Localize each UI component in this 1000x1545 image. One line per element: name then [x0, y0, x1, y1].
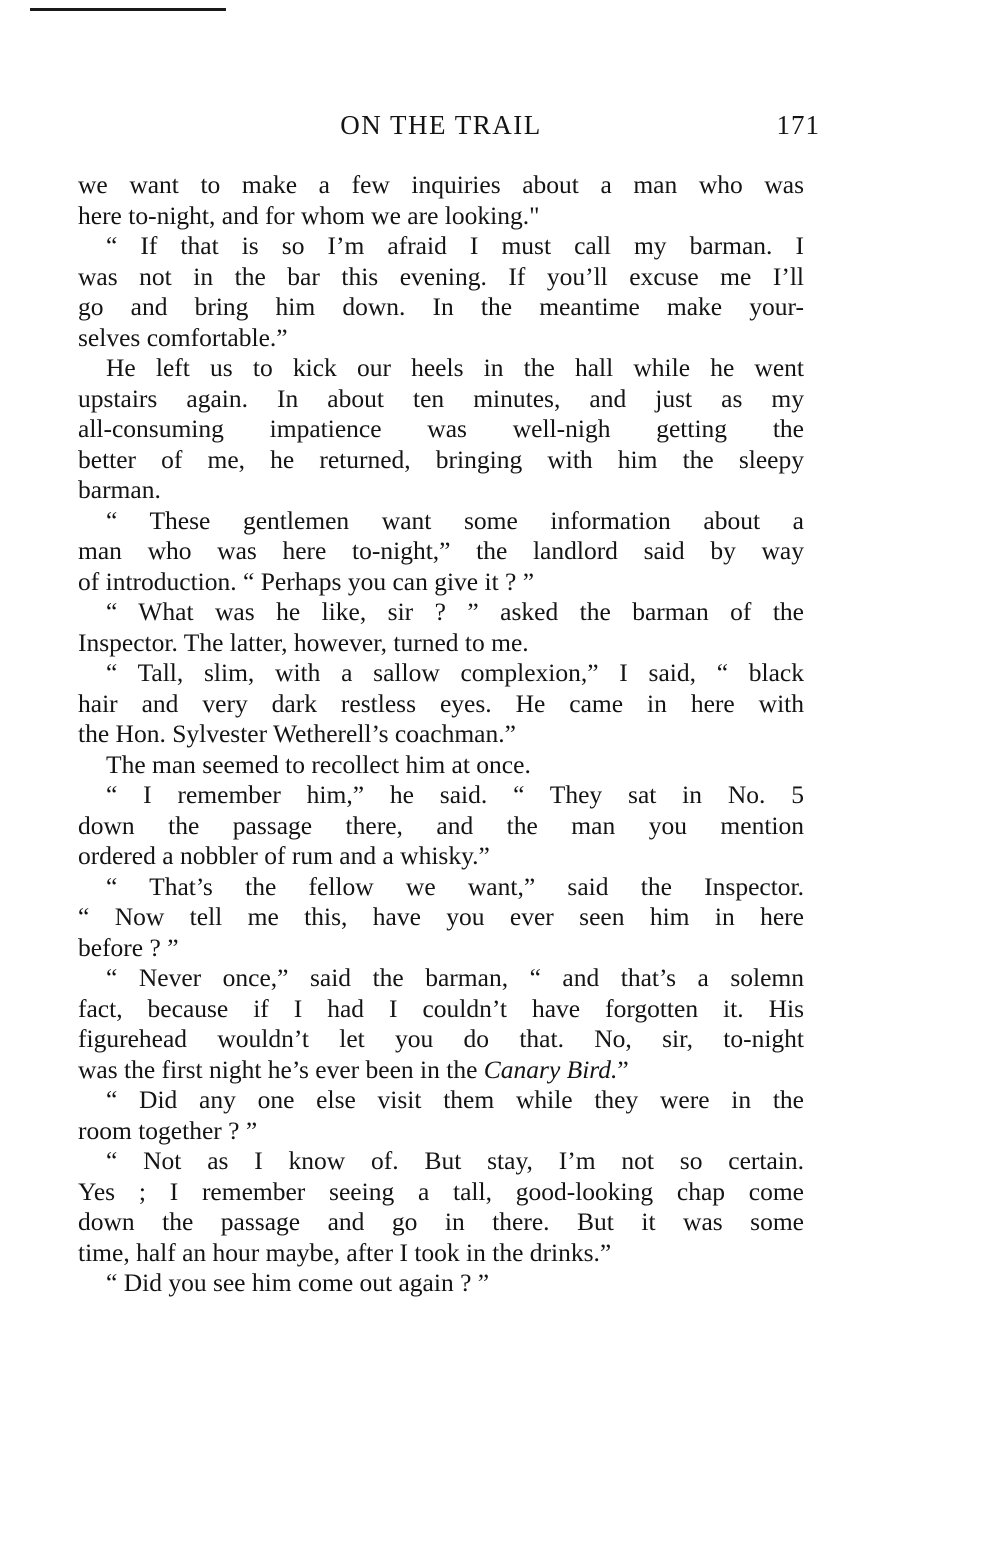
text-line-content: we want to make a few inquiries about a man who was [78, 170, 804, 199]
text-line-content: man who was here to-night,” the landlord said by way [78, 536, 804, 565]
text-line [78, 1207, 804, 1238]
text-line [78, 841, 804, 872]
text-line [78, 1024, 804, 1055]
text-line-content: the Hon. Sylvester Wetherell’s coachman.” [78, 719, 516, 748]
text-line [78, 963, 804, 994]
text-line [78, 445, 804, 476]
text-line-content: “ These gentlemen want some information about a [106, 505, 804, 535]
text-line-content: hair and very dark restless eyes. He came in here with [78, 688, 804, 718]
text-line [78, 170, 804, 201]
text-line [78, 1055, 804, 1086]
text-line [78, 567, 804, 598]
text-line [78, 1238, 804, 1269]
text-line [78, 201, 804, 232]
text-line-content: barman. [78, 475, 161, 504]
text-line-content: figurehead wouldn’t let you do that. No, sir, to-night [78, 1024, 804, 1053]
text-line [78, 719, 804, 750]
text-line-content: “ Did you see him come out again ? ” [106, 1268, 490, 1297]
text-line-content: “ What was he like, sir ? ” asked the barman of the [106, 597, 804, 626]
text-line-content: down the passage and go in there. But it was some [78, 1207, 804, 1236]
text-line [78, 597, 804, 628]
text-line [78, 231, 804, 262]
text-line [78, 414, 804, 445]
text-line-content: room together ? ” [78, 1115, 258, 1145]
running-head [78, 108, 820, 142]
text-line [78, 1146, 804, 1177]
text-line [78, 384, 804, 415]
text-line-content: here to-night, and for whom we are looking." [78, 200, 540, 230]
text-line-content: fact, because if I had I couldn’t have forgotten it. His [78, 993, 804, 1023]
text-line [78, 1116, 804, 1147]
text-line [78, 994, 804, 1025]
text-line-content: was the first night he’s ever been in the [78, 1054, 484, 1084]
text-line [78, 780, 804, 811]
text-line-content: “ Never once,” said the barman, “ and that’s a solemn [106, 963, 804, 992]
text-line-content: “ I remember him,” he said. “ They sat in No. 5 [106, 780, 804, 809]
page-number: 171 [776, 110, 820, 140]
text-line-content: down the passage there, and the man you mention [78, 810, 804, 840]
running-title: ON THE TRAIL [340, 110, 542, 140]
text-line-content: “ If that is so I’m afraid I must call my barman. I [106, 231, 804, 260]
text-line [78, 536, 804, 567]
text-line [78, 689, 804, 720]
text-line [78, 750, 804, 781]
text-line-content: He left us to kick our heels in the hall while he went [106, 353, 804, 382]
body-text [78, 170, 804, 1299]
text-line-content: selves comfortable.” [78, 322, 288, 352]
text-line-content: all-consuming impatience was well-nigh getting the [78, 414, 804, 443]
text-line-content: time, half an hour maybe, after I took in the drinks.” [78, 1237, 612, 1267]
text-line-content: “ That’s the fellow we want,” said the Inspector. [106, 871, 804, 901]
text-line [78, 1085, 804, 1116]
text-line-content: go and bring him down. In the meantime make your- [78, 292, 804, 321]
text-line [78, 323, 804, 354]
text-line-content: upstairs again. In about ten minutes, and just as my [78, 383, 804, 413]
text-line [78, 872, 804, 903]
text-line [78, 902, 804, 933]
text-line [78, 262, 804, 293]
text-line [78, 292, 804, 323]
text-line [78, 1177, 804, 1208]
text-line-content: “ Tall, slim, with a sallow complexion,” I said, “ black [106, 658, 804, 687]
text-line [78, 811, 804, 842]
text-line-content: better of me, he returned, bringing with him the sleepy [78, 444, 804, 474]
text-line [78, 475, 804, 506]
text-line-content: “ Did any one else visit them while they were in the [106, 1085, 804, 1114]
text-line-content: before ? ” [78, 932, 179, 962]
text-line-content: ordered a nobbler of rum and a whisky.” [78, 841, 490, 870]
text-line-content: Inspector. The latter, however, turned to me. [78, 627, 529, 657]
text-line-content: Yes ; I remember seeing a tall, good-looking chap come [78, 1176, 804, 1206]
text-line [78, 1268, 804, 1299]
top-rule [30, 8, 226, 11]
italic-title: Canary Bird. [483, 1054, 618, 1084]
text-line-content: “ Not as I know of. But stay, I’m not so certain. [106, 1146, 804, 1175]
text-line [78, 933, 804, 964]
text-line-content: was not in the bar this evening. If you’ll excuse me I’ll [78, 261, 804, 291]
text-line [78, 628, 804, 659]
text-line [78, 658, 804, 689]
text-line-content: of introduction. “ Perhaps you can give it ? ” [78, 566, 535, 596]
text-line-content: The man seemed to recollect him at once. [106, 749, 531, 779]
text-line-content: “ Now tell me this, have you ever seen him in here [78, 902, 804, 931]
text-line-tail: ” [617, 1054, 629, 1084]
text-line [78, 353, 804, 384]
text-line [78, 506, 804, 537]
